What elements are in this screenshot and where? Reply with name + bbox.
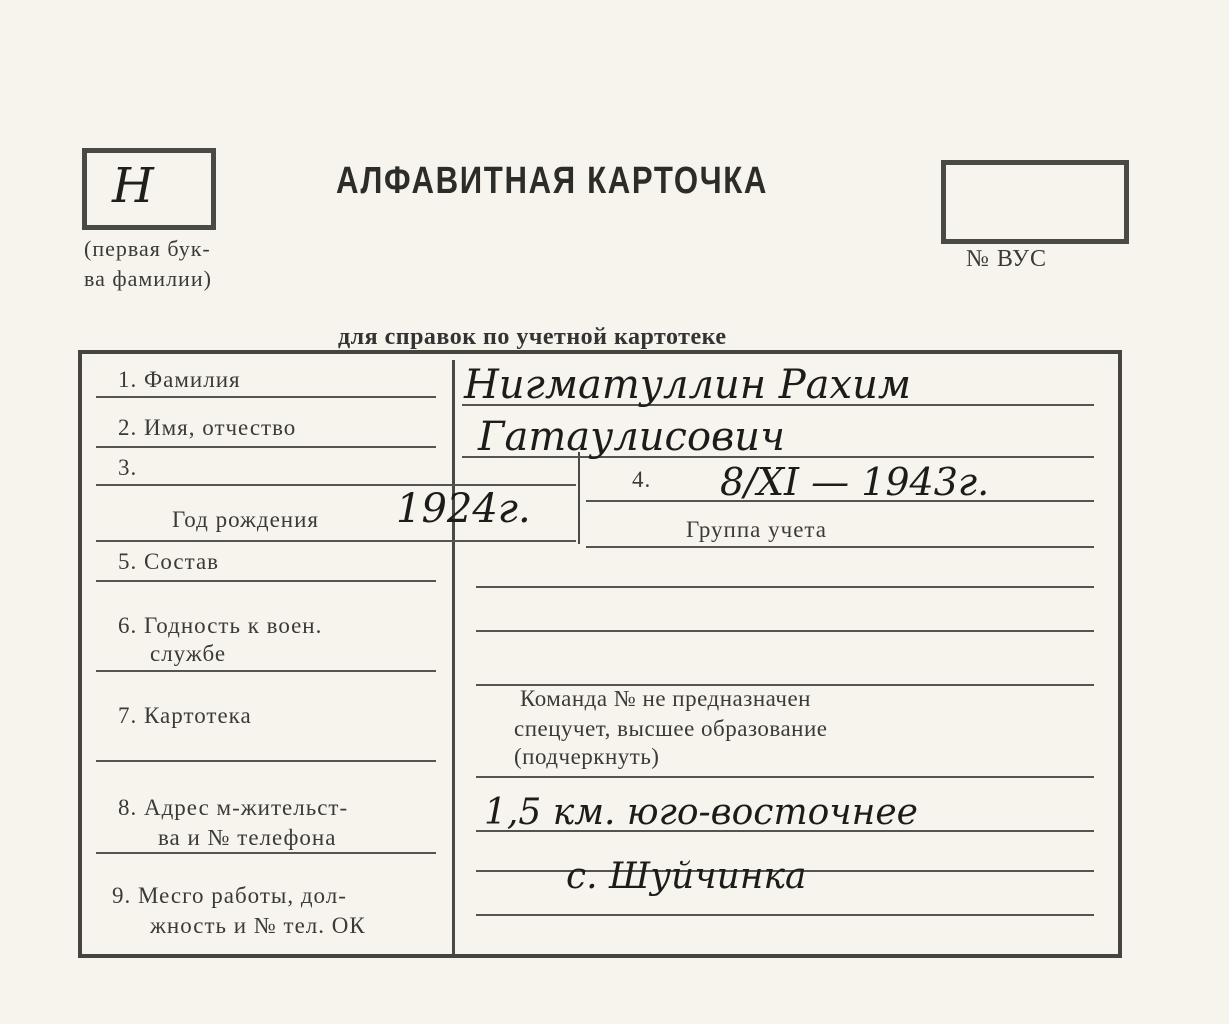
field-4-label: 4. bbox=[632, 467, 652, 492]
left-rule bbox=[96, 446, 436, 448]
field-address-label-1: 8. Адрес м-жительст- bbox=[118, 795, 349, 820]
left-rule bbox=[96, 670, 436, 672]
field-work-label-2: жность и № тел. ОК bbox=[150, 913, 366, 938]
field-name-label: 2. Имя, отчество bbox=[118, 415, 297, 440]
birth-year-label: Год рождения bbox=[172, 507, 319, 532]
right-rule bbox=[586, 546, 1094, 548]
right-rule bbox=[476, 914, 1094, 916]
field-work-label-1: 9. Месго работы, дол- bbox=[112, 883, 347, 908]
birth-divider bbox=[578, 452, 580, 544]
command-line-2: спецучет, высшее образование bbox=[514, 716, 828, 741]
left-rule bbox=[96, 852, 436, 854]
group-label: Группа учета bbox=[686, 517, 827, 542]
address-value-1: 1,5 км. юго-восточнее bbox=[484, 792, 918, 833]
right-rule bbox=[476, 630, 1094, 632]
field-4-value: 8/XI — 1943г. bbox=[720, 460, 990, 504]
letter-caption-line1: (первая бук- bbox=[84, 236, 211, 261]
surname-letter-value: Н bbox=[112, 158, 154, 214]
field-3-label: 3. bbox=[118, 455, 138, 480]
right-rule bbox=[476, 776, 1094, 778]
vus-box bbox=[941, 160, 1129, 244]
surname-letter-caption bbox=[84, 234, 284, 294]
card-subtitle: для справок по учетной картотеке bbox=[338, 324, 727, 350]
field-cardfile-label: 7. Картотека bbox=[118, 703, 252, 728]
patronymic-value: Гатаулисович bbox=[478, 414, 785, 460]
vus-caption: № ВУС bbox=[966, 246, 1047, 272]
left-rule bbox=[96, 396, 436, 398]
command-line-1: Команда № не предназначен bbox=[520, 686, 811, 711]
field-surname-label: 1. Фамилия bbox=[118, 367, 241, 392]
surname-value: Нигматуллин Рахим bbox=[464, 362, 912, 408]
left-rule bbox=[96, 540, 576, 542]
field-address-label-2: ва и № телефона bbox=[158, 825, 337, 850]
right-rule bbox=[476, 586, 1094, 588]
birth-year-value: 1924г. bbox=[396, 486, 531, 532]
command-line-3: (подчеркнуть) bbox=[514, 744, 660, 769]
column-divider bbox=[452, 360, 455, 954]
address-value-2: с. Шуйчинка bbox=[566, 856, 807, 897]
field-composition-label: 5. Состав bbox=[118, 549, 220, 574]
letter-caption-line2: ва фамилии) bbox=[84, 266, 212, 291]
field-fitness-label-1: 6. Годность к воен. bbox=[118, 613, 323, 638]
left-rule bbox=[96, 760, 436, 762]
left-rule bbox=[96, 580, 436, 582]
card-title: АЛФАВИТНАЯ КАРТОЧКА bbox=[336, 160, 769, 202]
field-fitness-label-2: службе bbox=[150, 641, 227, 666]
